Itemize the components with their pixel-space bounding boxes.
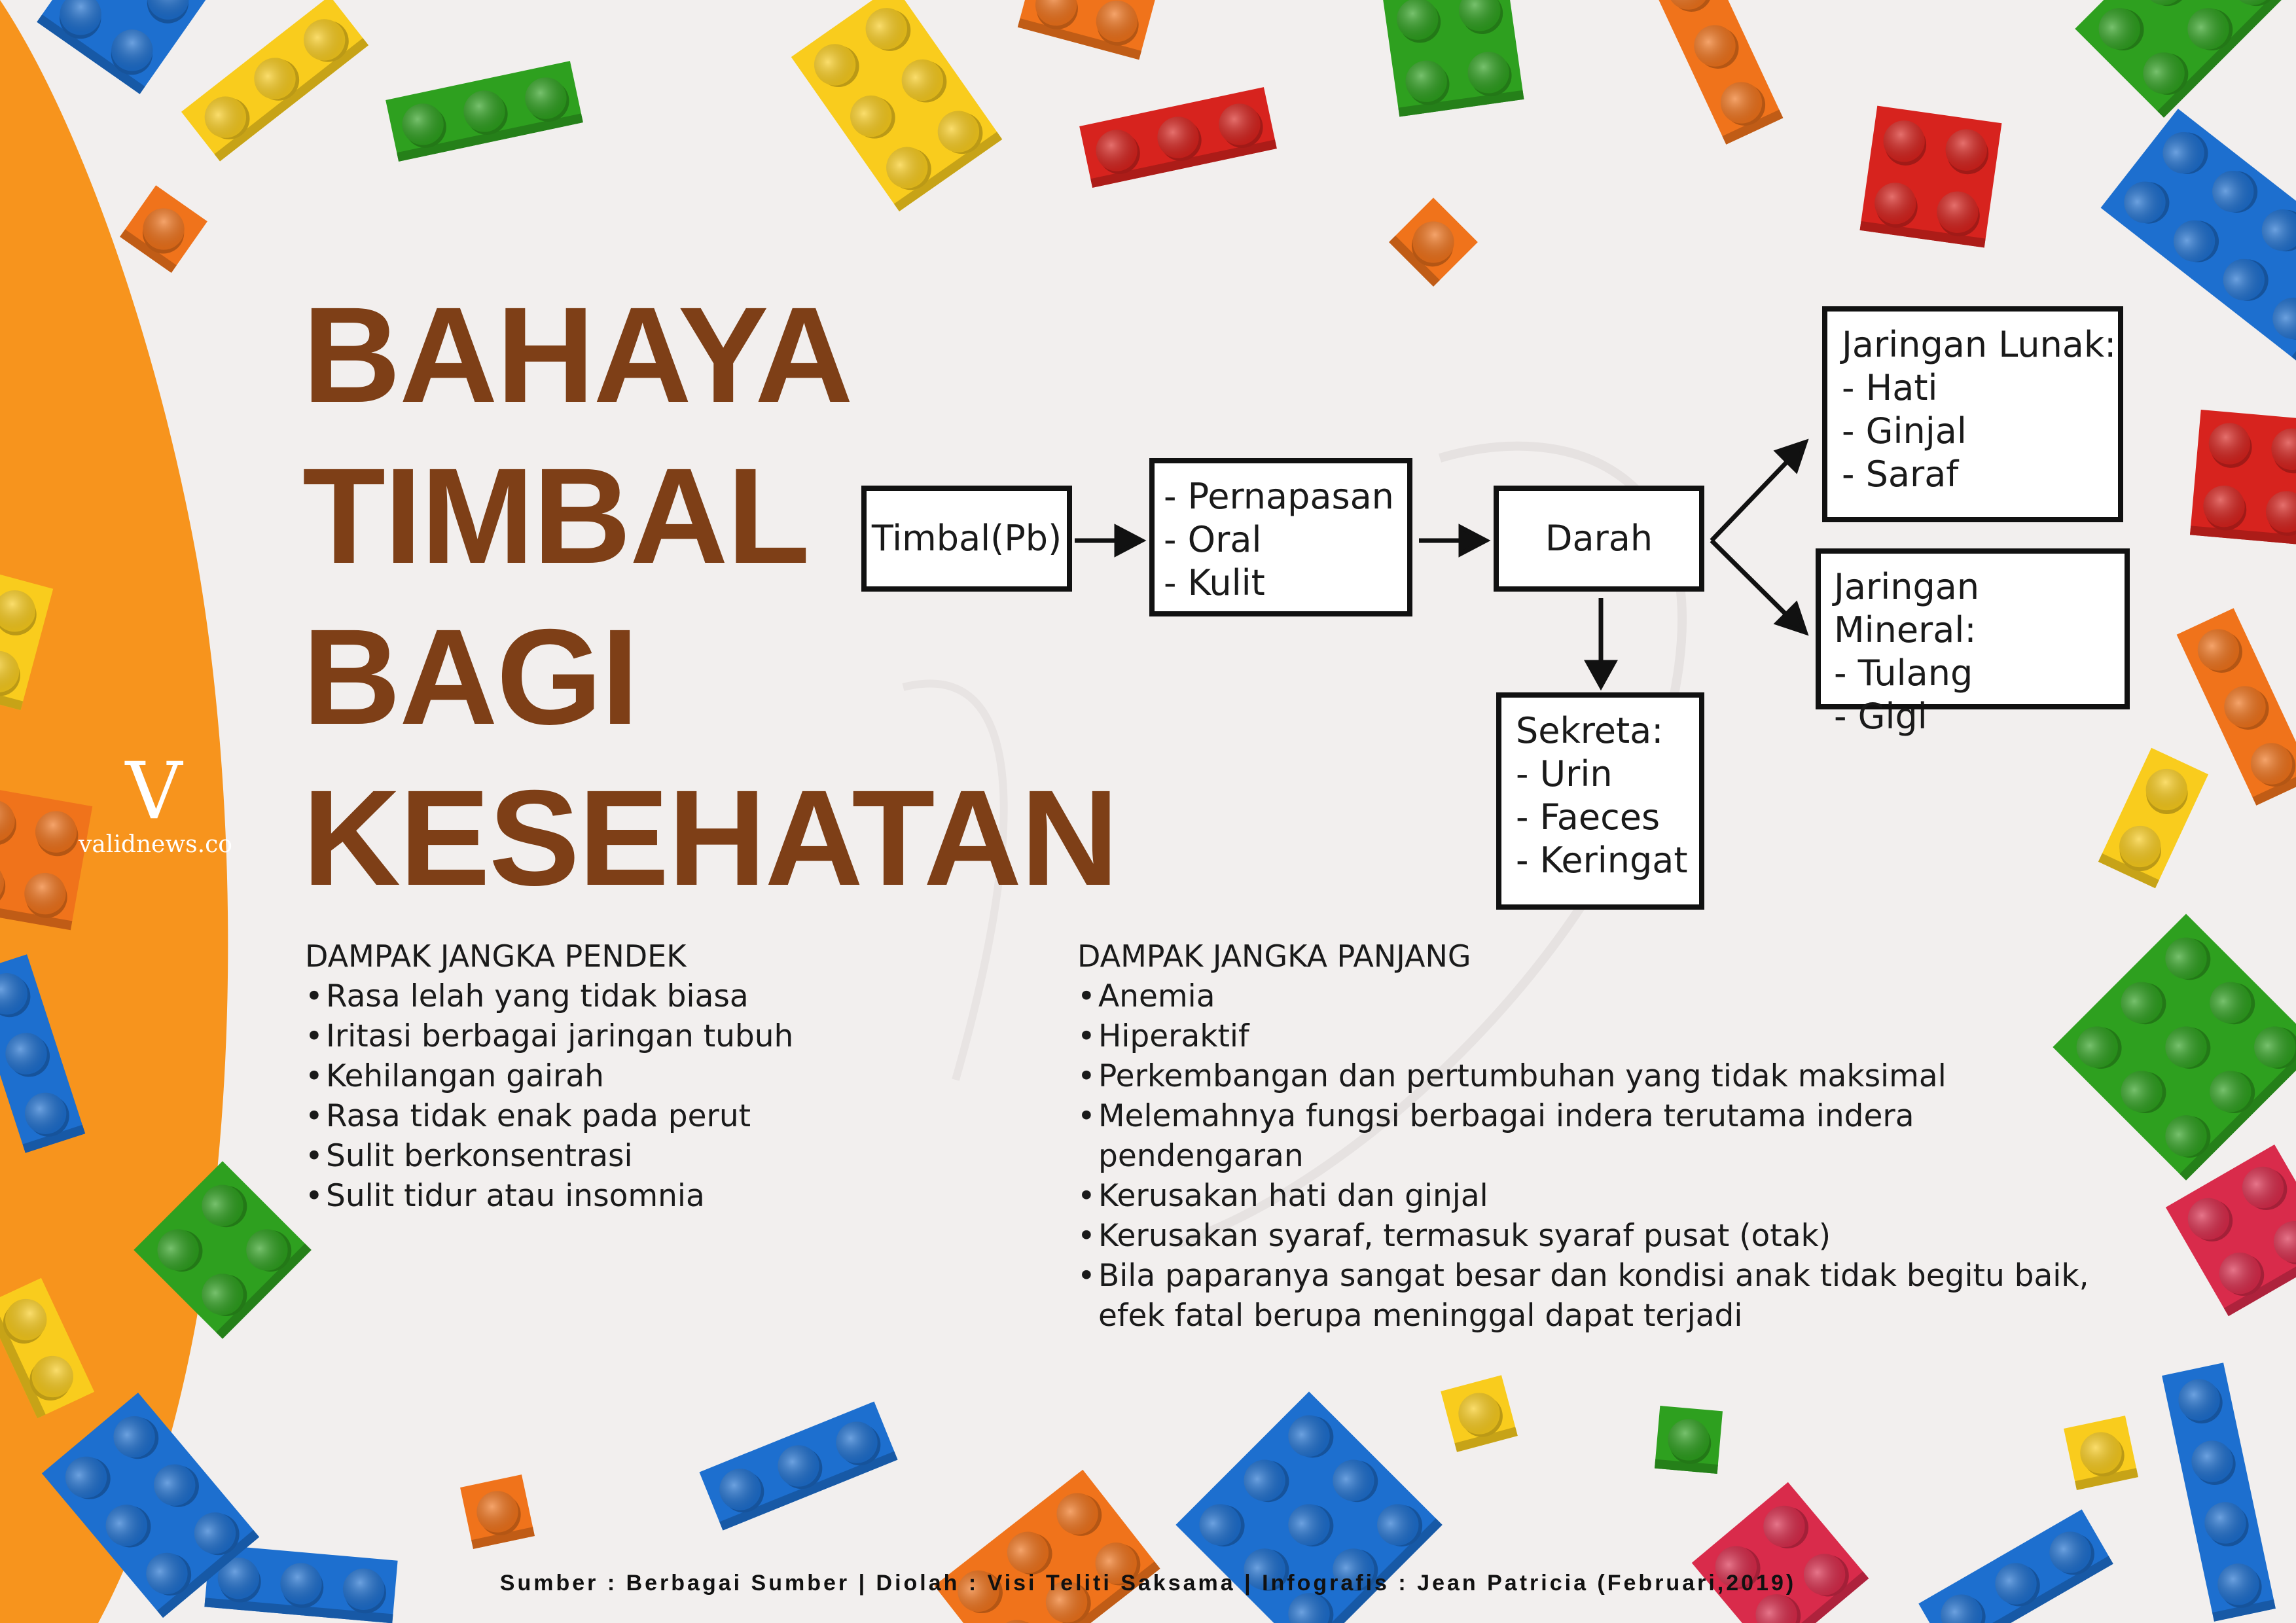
title-line: BAHAYA: [302, 279, 852, 431]
list-item: • Melemahnya fungsi berbagai indera terutama indera pendengaran: [1077, 1096, 2098, 1176]
lunak-title: Jaringan Lunak:: [1842, 324, 2117, 365]
title-line: KESEHATAN: [302, 762, 1118, 914]
arrow-head: [1588, 662, 1614, 686]
sekreta-item: - Faeces: [1516, 796, 1660, 838]
list-item: • Kerusakan hati dan ginjal: [1077, 1176, 2098, 1216]
sekreta-item: - Keringat: [1516, 840, 1688, 881]
title-line: TIMBAL: [302, 440, 809, 592]
mineral-item: - Gigi: [1834, 696, 1928, 737]
darah-box: [1494, 486, 1704, 592]
list-item: • Kerusakan syaraf, termasuk syaraf pusat (otak): [1077, 1216, 2098, 1256]
list-item: • Sulit tidur atau insomnia: [305, 1176, 1025, 1216]
lunak-item: - Saraf: [1842, 454, 1959, 495]
routes-box: [1149, 458, 1412, 616]
footer-credits: Sumber : Berbagai Sumber | Diolah : Visi Teliti Saksama | Infografis : Jean Patricia (Februari,2019): [499, 1571, 1797, 1596]
list-item: • Bila paparanya sangat besar dan kondisi anak tidak begitu baik, efek fatal berupa meninggal dapat terjadi: [1077, 1256, 2098, 1336]
lunak-item: - Hati: [1842, 367, 1938, 408]
long-term-section: [1077, 936, 2098, 1336]
title-line: BAGI: [302, 601, 637, 753]
sekreta-item: - Urin: [1516, 753, 1613, 794]
jaringan-mineral-box: [1816, 548, 2130, 737]
long-term-heading: DAMPAK JANGKA PANJANG: [1077, 938, 1471, 974]
short-term-heading: DAMPAK JANGKA PENDEK: [305, 938, 687, 974]
list-item: • Sulit berkonsentrasi: [305, 1136, 1025, 1176]
list-item: • Iritasi berbagai jaringan tubuh: [305, 1016, 1025, 1056]
logo-mark: V: [125, 746, 183, 837]
logo-text: validnews.co: [79, 831, 232, 858]
lunak-item: - Ginjal: [1842, 410, 1967, 452]
route-item: - Pernapasan: [1164, 476, 1394, 517]
list-item: • Rasa lelah yang tidak biasa: [305, 976, 1025, 1016]
list-item: • Hiperaktif: [1077, 1016, 2098, 1056]
jaringan-lunak-box: [1822, 306, 2123, 522]
mineral-item: - Tulang: [1834, 652, 1973, 694]
list-item: • Rasa tidak enak pada perut: [305, 1096, 1025, 1136]
darah-label: Darah: [1545, 518, 1653, 559]
route-item: - Oral: [1164, 519, 1262, 560]
sekreta-title: Sekreta:: [1516, 710, 1664, 751]
short-term-section: [305, 936, 1025, 1216]
timbal-label: Timbal(Pb): [871, 518, 1062, 559]
sekreta-box: [1496, 692, 1704, 910]
mineral-title: Jaringan Mineral:: [1834, 566, 1980, 651]
timbal-box: [861, 486, 1072, 592]
list-item: • Perkembangan dan pertumbuhan yang tidak maksimal: [1077, 1056, 2098, 1096]
route-item: - Kulit: [1164, 562, 1265, 603]
arrow-head: [1117, 527, 1141, 554]
arrow-head: [1461, 527, 1486, 554]
list-item: • Kehilangan gairah: [305, 1056, 1025, 1096]
list-item: • Anemia: [1077, 976, 2098, 1016]
